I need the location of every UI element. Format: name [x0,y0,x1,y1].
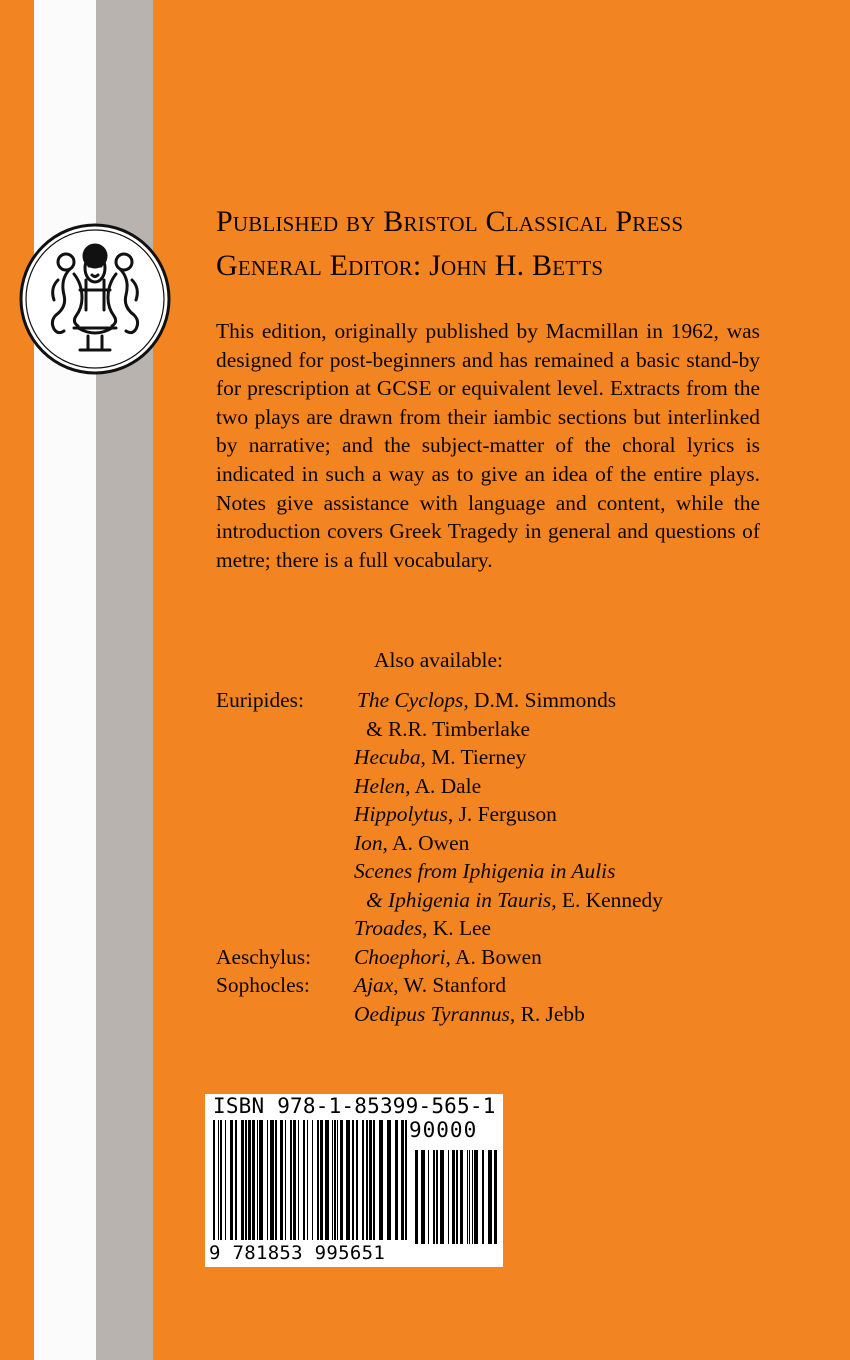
barcode-bar [225,1120,226,1240]
barcode [205,1094,503,1267]
barcode-bar [298,1120,299,1240]
list-item [216,774,816,803]
barcode-bar [259,1120,263,1240]
barcode-bar [267,1120,268,1240]
book-title: Hecuba [354,745,421,769]
barcode-bar [220,1120,222,1240]
barcode-bar [213,1120,215,1240]
barcode-bar [230,1120,233,1240]
list-item [216,688,816,717]
barcode-bar [352,1120,354,1240]
book-title: Scenes from Iphigenia in Aulis [354,859,616,883]
barcode-bar [317,1120,319,1240]
barcode-bar [245,1120,247,1240]
book-title: & Iphigenia in Tauris [366,887,552,912]
list-item [216,973,816,1002]
barcode-bar [337,1120,338,1240]
barcode-bar [218,1120,219,1240]
barcode-bar [270,1120,274,1240]
publisher-line: Published by Bristol Classical Press [216,205,684,238]
book-title: Ion [354,830,383,855]
list-item [216,1002,816,1031]
barcode-bar [293,1120,296,1240]
barcode-bar [415,1150,418,1244]
list-item [216,745,816,774]
barcode-bar [405,1120,407,1240]
barcode-bar [303,1120,305,1240]
author-label: Euripides: [216,688,304,712]
barcode-bar [356,1120,358,1240]
also-available-list [216,688,816,1030]
also-available-heading: Also available: [374,648,503,672]
list-item [216,859,816,888]
barcode-bar [334,1120,336,1240]
barcode-bar [373,1120,375,1240]
barcode-bar [275,1120,277,1240]
book-title: Hippolytus [354,802,448,826]
book-editor: , A. Bowen [445,944,542,969]
author-label: Aeschylus: [216,944,312,969]
barcode-bar [379,1120,383,1240]
book-editor: , D.M. Simmonds [463,688,617,712]
book-editor: , W. Stanford [393,973,507,997]
barcode-bar [325,1120,329,1240]
barcode-bar [421,1150,425,1244]
publisher-logo-icon [18,222,172,376]
publisher-heading [216,200,816,288]
barcode-bar [346,1120,350,1240]
barcode-bar [252,1120,255,1240]
barcode-bar [469,1150,470,1244]
book-editor: , M. Tierney [420,745,527,769]
barcode-bar [467,1150,468,1244]
barcode-bar [290,1120,292,1240]
book-editor: , A. Owen [382,830,470,855]
barcode-bar [362,1120,364,1240]
book-title: Oedipus Tyrannus [354,1001,510,1026]
author-label: Sophocles: [216,973,310,997]
addon-digits: 90000 [409,1118,478,1142]
barcode-bar [436,1150,438,1244]
isbn-text: ISBN 978-1-85399-565-1 [213,1094,496,1118]
spine-stripe-gray [96,0,153,1360]
list-item [216,916,816,945]
barcode-bar [257,1120,258,1240]
barcode-bars-icon [211,1120,499,1244]
book-editor: , J. Ferguson [447,802,557,826]
list-item [216,717,816,746]
barcode-bar [285,1120,286,1240]
barcode-bar [474,1150,478,1244]
book-editor: , A. Dale [405,773,482,798]
barcode-bar [452,1150,455,1244]
barcode-bar [448,1150,449,1244]
list-item [216,802,816,831]
book-title: Troades [354,916,423,940]
book-title: Choephori [354,944,446,969]
general-editor-line: General Editor: John H. Betts [216,249,604,282]
barcode-bar [332,1120,333,1240]
barcode-bar [307,1120,308,1240]
book-editor: & R.R. Timberlake [366,716,531,741]
book-description: This edition, originally published by Macmillan in 1962, was designed for post-beginners and has remained a basic stand-by for prescription at GCSE or equivalent level. Extracts from the two plays are drawn from their iambic sections but interlinked by narrative; and the subject-matter of the choral lyrics is indicated in such a way as to give an idea of the entire plays. Notes give assistance with language and content, while the introduction covers Greek Tragedy in general and questions of metre; there is a full vocabulary. [216,319,760,572]
barcode-bar [456,1150,458,1244]
barcode-bar [488,1150,492,1244]
barcode-bar [280,1120,283,1240]
list-item [216,831,816,860]
book-title: Ajax [354,973,394,997]
barcode-bar [387,1120,391,1240]
barcode-bar [241,1120,244,1240]
spine-stripe-white [34,0,96,1360]
book-title: The Cyclops [357,688,464,712]
list-item [216,945,816,974]
barcode-bar [312,1120,313,1240]
barcode-bar [369,1120,372,1240]
book-editor: , K. Lee [422,916,492,940]
barcode-bar [460,1150,463,1244]
barcode-bar [494,1150,497,1244]
barcode-bar [340,1120,343,1240]
barcode-bar [482,1150,484,1244]
book-title: Helen [354,773,406,798]
list-item [216,888,816,917]
barcode-bar [428,1150,429,1244]
barcode-bar [440,1150,444,1244]
barcode-bar [395,1120,398,1240]
barcode-bar [248,1120,251,1240]
ean-digits: 9 781853 995651 [209,1242,386,1264]
barcode-bar [320,1120,323,1240]
barcode-bar [366,1120,368,1240]
book-editor: , R. Jebb [509,1001,585,1026]
barcode-bar [433,1150,435,1244]
book-editor: , E. Kennedy [551,887,663,912]
barcode-bar [235,1120,237,1240]
barcode-bar [401,1120,404,1240]
barcode-bar [472,1150,473,1244]
